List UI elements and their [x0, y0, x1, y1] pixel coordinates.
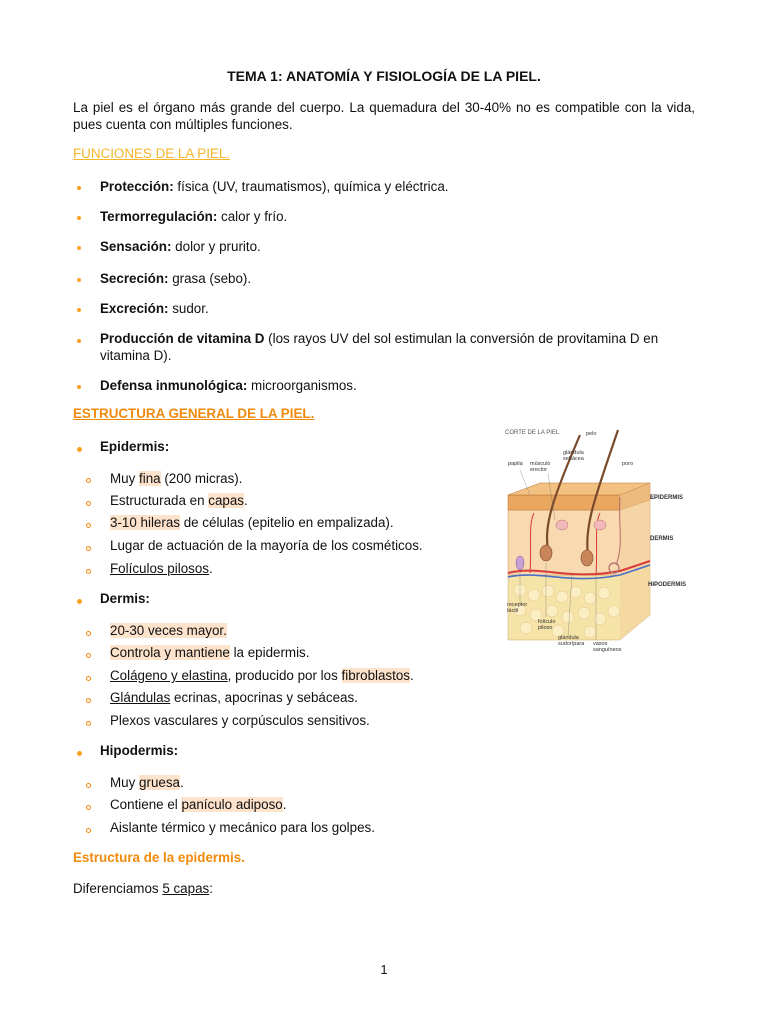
bullet-icon	[77, 599, 82, 604]
circle-bullet-icon	[86, 828, 91, 833]
epidermis-intro-text: Diferenciamos 5 capas:	[73, 881, 213, 896]
circle-bullet-icon	[86, 805, 91, 810]
circle-bullet-icon	[86, 698, 91, 703]
bullet-icon	[77, 246, 81, 250]
list-item: Lugar de actuación de la mayoría de los cosméticos.	[110, 538, 423, 553]
bullet-icon	[77, 216, 81, 220]
bullet-icon	[77, 751, 82, 756]
list-item: Producción de vitamina D (los rayos UV del sol estimulan la conversión de provitamina D en vitamina D).	[100, 331, 659, 363]
list-item: Muy fina (200 micras).	[110, 471, 243, 486]
bullet-icon	[77, 186, 81, 190]
figure-label: poro	[622, 461, 634, 467]
skin-cross-section-illustration	[500, 425, 690, 660]
bullet-icon	[77, 308, 81, 312]
list-item: Folículos pilosos.	[110, 561, 213, 576]
circle-bullet-icon	[86, 546, 91, 551]
figure-label: vasos sanguíneos	[593, 641, 622, 653]
circle-bullet-icon	[86, 783, 91, 788]
figure-label: folículo piloso	[538, 619, 556, 631]
section-heading-estructura: ESTRUCTURA GENERAL DE LA PIEL.	[73, 406, 315, 421]
bullet-icon	[77, 447, 82, 452]
figure-caption: CORTE DE LA PIEL	[505, 430, 560, 436]
circle-bullet-icon	[86, 676, 91, 681]
list-item: 20-30 veces mayor.	[110, 623, 227, 638]
list-item: Estructurada en capas.	[110, 493, 248, 508]
figure-label: glándula sebácea	[563, 450, 584, 462]
hipodermis-label: Hipodermis:	[100, 743, 179, 758]
circle-bullet-icon	[86, 721, 91, 726]
list-item: Protección: física (UV, traumatismos), química y eléctrica.	[100, 179, 449, 194]
figure-label: pelo	[586, 431, 597, 437]
list-item: Colágeno y elastina, producido por los fibroblastos.	[110, 668, 414, 683]
list-item: Secreción: grasa (sebo).	[100, 271, 252, 286]
intro-paragraph: La piel es el órgano más grande del cuerpo. La quemadura del 30-40% no es compatible con la vida, pues cuenta con múltiples funciones.	[73, 100, 695, 132]
circle-bullet-icon	[86, 478, 91, 483]
figure-label: papila	[508, 461, 523, 467]
list-item: Sensación: dolor y prurito.	[100, 239, 261, 254]
figure-label: DERMIS	[650, 536, 674, 542]
page-number: 1	[380, 962, 388, 977]
dermis-label: Dermis:	[100, 591, 150, 606]
figure-label: receptor táctil	[507, 602, 528, 614]
circle-bullet-icon	[86, 631, 91, 636]
circle-bullet-icon	[86, 501, 91, 506]
bullet-icon	[77, 385, 81, 389]
subsection-heading-epidermis: Estructura de la epidermis.	[73, 850, 245, 865]
figure-label: músculo erector	[530, 461, 551, 473]
list-item: Plexos vasculares y corpúsculos sensitivos.	[110, 713, 370, 728]
list-item: Defensa inmunológica: microorganismos.	[100, 378, 357, 393]
list-item: Controla y mantiene la epidermis.	[110, 645, 310, 660]
list-item: Muy gruesa.	[110, 775, 184, 790]
list-item: Contiene el panículo adiposo.	[110, 797, 287, 812]
list-item: Glándulas ecrinas, apocrinas y sebáceas.	[110, 690, 358, 705]
list-item: Termorregulación: calor y frío.	[100, 209, 288, 224]
figure-label: HIPODERMIS	[648, 582, 687, 588]
bullet-icon	[77, 339, 81, 343]
circle-bullet-icon	[86, 523, 91, 528]
list-item: Excreción: sudor.	[100, 301, 209, 316]
bullet-icon	[77, 278, 81, 282]
section-heading-funciones: FUNCIONES DE LA PIEL.	[73, 146, 231, 161]
list-item: 3-10 hileras de células (epitelio en empalizada).	[110, 515, 394, 530]
page-title: TEMA 1: ANATOMÍA Y FISIOLOGÍA DE LA PIEL.	[227, 68, 541, 84]
figure-label: EPIDERMIS	[650, 495, 684, 501]
epidermis-label: Epidermis:	[100, 439, 170, 454]
list-item: Aislante térmico y mecánico para los golpes.	[110, 820, 375, 835]
figure-label: glándula sudorípara	[558, 635, 585, 647]
circle-bullet-icon	[86, 569, 91, 574]
circle-bullet-icon	[86, 653, 91, 658]
